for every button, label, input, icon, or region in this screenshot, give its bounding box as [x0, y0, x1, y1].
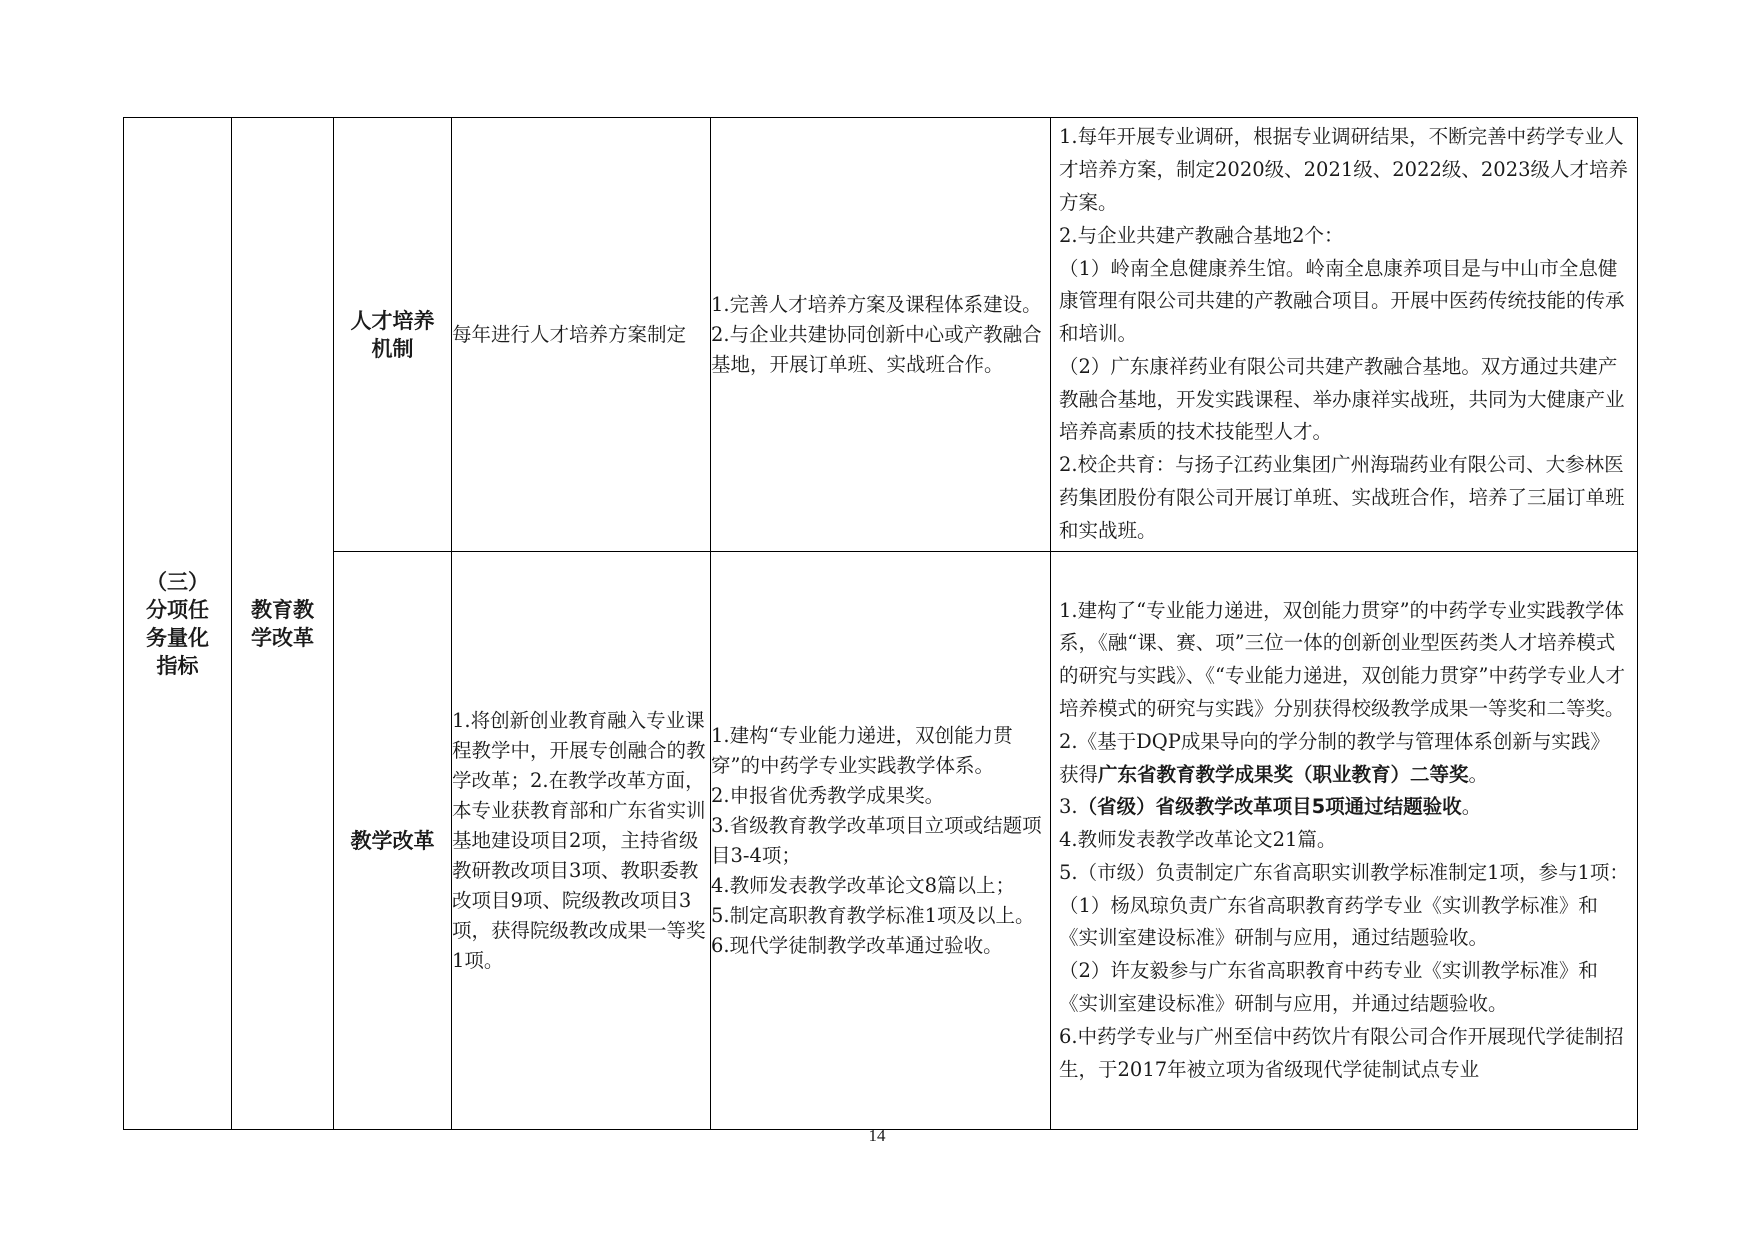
- subsection-label-line: 教育教: [251, 597, 314, 622]
- category-cell: [334, 118, 452, 552]
- section-label-line: 指标: [156, 653, 199, 678]
- detail-item: [1059, 791, 1629, 824]
- target-item: 1.完善人才培养方案及课程体系建设。: [711, 292, 1042, 316]
- detail-item: [1059, 726, 1629, 792]
- detail-highlight: 广东省教育教学成果奖（职业教育）二等奖: [1098, 762, 1469, 786]
- section-label-line: （三）: [146, 569, 209, 594]
- target-item: 2.与企业共建协同创新中心或产教融合基地，开展订单班、实战班合作。: [711, 322, 1042, 376]
- target-item: 3.省级教育教学改革项目立项或结题项目3-4项；: [711, 813, 1042, 867]
- target-cell: [711, 118, 1051, 552]
- indicator-table: [123, 117, 1638, 1130]
- detail-item: 2.与企业共建产教融合基地2个：: [1059, 223, 1344, 247]
- target-item: 5.制定高职教育教学标准1项及以上。: [711, 903, 1035, 927]
- target-item: 2.申报省优秀教学成果奖。: [711, 783, 945, 807]
- detail-text: 。: [1468, 762, 1489, 786]
- category-line: 教学改革: [350, 828, 435, 853]
- category-line: 机制: [371, 336, 414, 361]
- detail-item: 5.（市级）负责制定广东省高职实训教学标准制定1项，参与1项：: [1059, 860, 1629, 884]
- detail-item: （1）杨凤琼负责广东省高职教育药学专业《实训教学标准》和《实训室建设标准》研制与应用，通过结题验收。: [1059, 893, 1598, 950]
- target-item: 6.现代学徒制教学改革通过验收。: [711, 933, 1003, 957]
- table-row: [124, 118, 1638, 552]
- baseline-cell: [452, 552, 711, 1130]
- target-cell: [711, 552, 1051, 1130]
- target-item: 4.教师发表教学改革论文8篇以上；: [711, 873, 1016, 897]
- detail-item: （2）广东康祥药业有限公司共建产教融合基地。双方通过共建产教融合基地，开发实践课程、举办康祥实战班，共同为大健康产业培养高素质的技术技能型人才。: [1059, 354, 1625, 444]
- completion-detail-cell: [1051, 118, 1638, 552]
- detail-item: 1.建构了“专业能力递进，双创能力贯穿”的中药学专业实践教学体系，《融“课、赛、项”三位一体的创新创业型医药类人才培养模式的研究与实践》、《“专业能力递进，双创能力贯穿”中药学专业人才培养模式的研究与实践》分别获得校级教学成果一等奖和二等奖。: [1059, 598, 1625, 720]
- target-item: 1.建构“专业能力递进，双创能力贯穿”的中药学专业实践教学体系。: [711, 723, 1013, 777]
- section-label-line: 务量化: [146, 625, 209, 650]
- detail-item: （1）岭南全息健康养生馆。岭南全息康养项目是与中山市全息健康管理有限公司共建的产教融合项目。开展中医药传统技能的传承和培训。: [1059, 256, 1625, 346]
- subsection-label-cell: [232, 118, 334, 1130]
- baseline-text: 每年进行人才培养方案制定: [452, 322, 687, 346]
- subsection-label-line: 学改革: [251, 625, 314, 650]
- table-row: [124, 552, 1638, 1130]
- baseline-cell: [452, 118, 711, 552]
- detail-item: 2.校企共育：与扬子江药业集团广州海瑞药业有限公司、大参林医药集团股份有限公司开展订单班、实战班合作，培养了三届订单班和实战班。: [1059, 453, 1625, 542]
- completion-detail-cell: [1051, 552, 1638, 1130]
- detail-item: 4.教师发表教学改革论文21篇。: [1059, 828, 1337, 852]
- detail-text: 3.: [1059, 795, 1078, 819]
- category-line: 人才培养: [350, 308, 435, 333]
- detail-item: 1.每年开展专业调研，根据专业调研结果，不断完善中药学专业人才培养方案，制定2020级、2021级、2022级、2023级人才培养方案。: [1059, 125, 1629, 214]
- detail-text: 。: [1461, 795, 1482, 819]
- section-label-cell: [124, 118, 232, 1130]
- category-cell: [334, 552, 452, 1130]
- detail-text: 2.《基于DQP成果导向的学分制的教学与管理体系创新与实践》获得: [1059, 729, 1610, 786]
- section-label-line: 分项任: [146, 597, 209, 622]
- detail-highlight: （省级）省级教学改革项目5项通过结题验收: [1077, 795, 1462, 819]
- baseline-text: 1.将创新创业教育融入专业课程教学中，开展专创融合的教学改革；2.在教学改革方面，本专业获教育部和广东省实训基地建设项目2项，主持省级教研教改项目3项、教职委教改项目9项、院级教改项目3项，获得院级教改成果一等奖1项。: [452, 708, 706, 972]
- detail-item: （2）许友毅参与广东省高职教育中药专业《实训教学标准》和《实训室建设标准》研制与应用，并通过结题验收。: [1059, 959, 1598, 1016]
- detail-item: 6.中药学专业与广州至信中药饮片有限公司合作开展现代学徒制招生，于2017年被立项为省级现代学徒制试点专业: [1059, 1024, 1624, 1081]
- page-number: 14: [868, 1126, 886, 1145]
